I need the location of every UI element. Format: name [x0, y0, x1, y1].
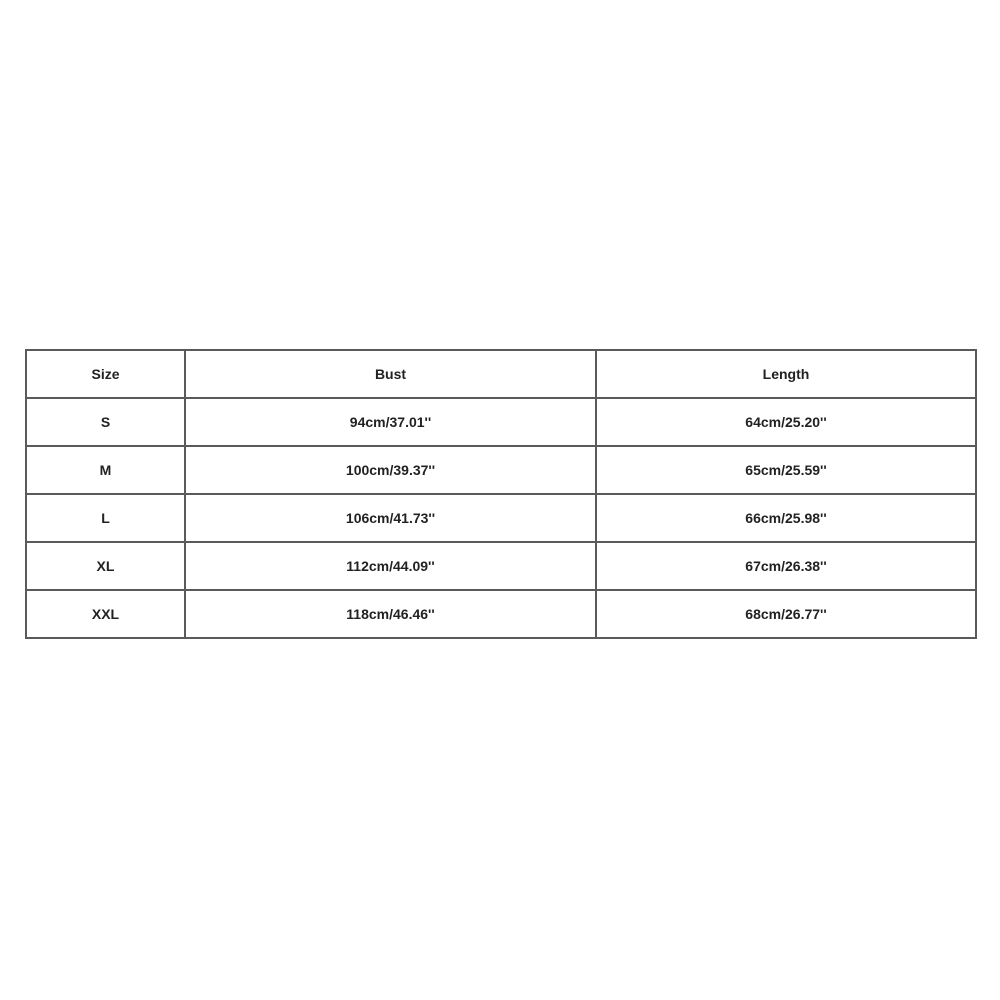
cell-length: 65cm/25.59'' — [596, 446, 976, 494]
table-row — [26, 590, 976, 638]
cell-length: 66cm/25.98'' — [596, 494, 976, 542]
table-row — [26, 542, 976, 590]
cell-size: L — [26, 494, 185, 542]
cell-bust: 118cm/46.46'' — [185, 590, 596, 638]
table-row — [26, 494, 976, 542]
cell-length: 68cm/26.77'' — [596, 590, 976, 638]
cell-bust: 112cm/44.09'' — [185, 542, 596, 590]
header-row — [26, 350, 976, 398]
size-chart-table — [25, 349, 977, 639]
table-row — [26, 446, 976, 494]
cell-size: XL — [26, 542, 185, 590]
header-length: Length — [596, 350, 976, 398]
cell-bust: 106cm/41.73'' — [185, 494, 596, 542]
cell-size: M — [26, 446, 185, 494]
table-row — [26, 398, 976, 446]
cell-size: XXL — [26, 590, 185, 638]
cell-bust: 94cm/37.01'' — [185, 398, 596, 446]
cell-length: 64cm/25.20'' — [596, 398, 976, 446]
cell-bust: 100cm/39.37'' — [185, 446, 596, 494]
cell-size: S — [26, 398, 185, 446]
header-bust: Bust — [185, 350, 596, 398]
cell-length: 67cm/26.38'' — [596, 542, 976, 590]
header-size: Size — [26, 350, 185, 398]
table-header — [26, 350, 976, 398]
table-body — [26, 398, 976, 638]
